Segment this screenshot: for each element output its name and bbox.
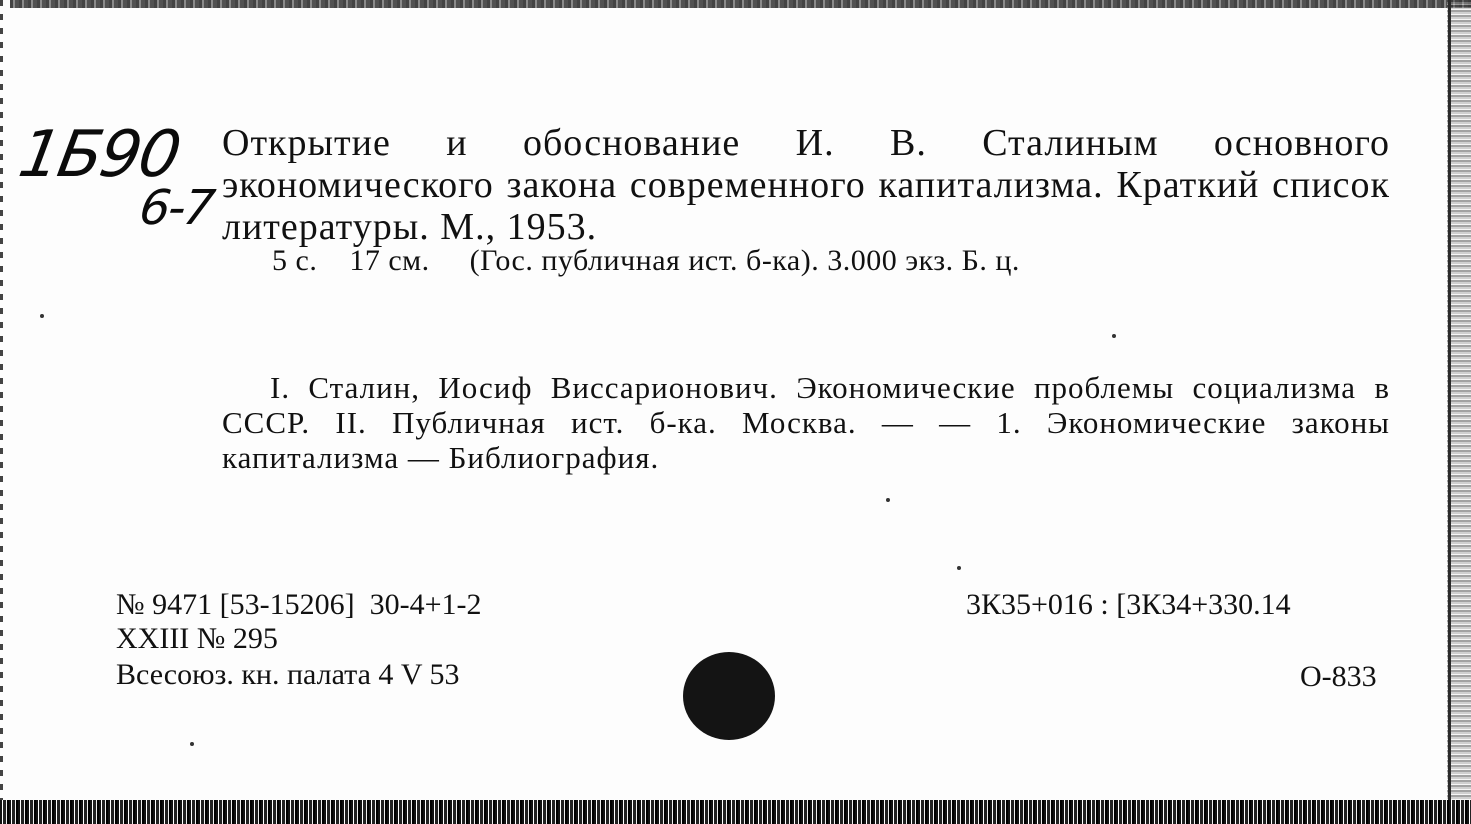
- author-sign: О-833: [1300, 660, 1377, 693]
- entry-main-text: Открытие и обоснование И. В. Сталиным основного экономического закона современного капитализма. Краткий список литературы. М., 1953.: [222, 122, 1390, 248]
- handwritten-shelfmark: 1Б90: [13, 118, 185, 192]
- entry-physical-description: 5 с. 17 см. (Гос. публичная ист. б-ка). 3.000 экз. Б. ц.: [272, 244, 1020, 277]
- card-left-edge: [0, 0, 3, 824]
- registration-number: № 9471 [53-15206] 30-4+1-2: [116, 588, 482, 621]
- scan-speck: [886, 498, 890, 502]
- card-right-border: [1448, 0, 1451, 804]
- classification-index: 3К35+016 : [3К34+330.14: [966, 588, 1291, 621]
- card-top-edge: [10, 0, 1471, 8]
- scan-speck: [1112, 334, 1116, 338]
- card-bottom-edge: [0, 800, 1471, 824]
- handwritten-shelfmark-sub: 6-7: [136, 180, 217, 236]
- scan-speck: [40, 314, 44, 318]
- punch-hole: [683, 652, 775, 740]
- registration-series: XXIII № 295: [116, 622, 278, 655]
- scan-speck: [957, 566, 961, 570]
- scan-speck: [190, 742, 194, 746]
- subject-tracings: I. Сталин, Иосиф Виссарионович. Экономические проблемы социализма в СССР. II. Публичная ист. б-ка. Москва. — — 1. Экономические законы капитализма — Библиография.: [222, 370, 1390, 475]
- book-chamber-stamp: Всесоюз. кн. палата 4 V 53: [116, 658, 460, 691]
